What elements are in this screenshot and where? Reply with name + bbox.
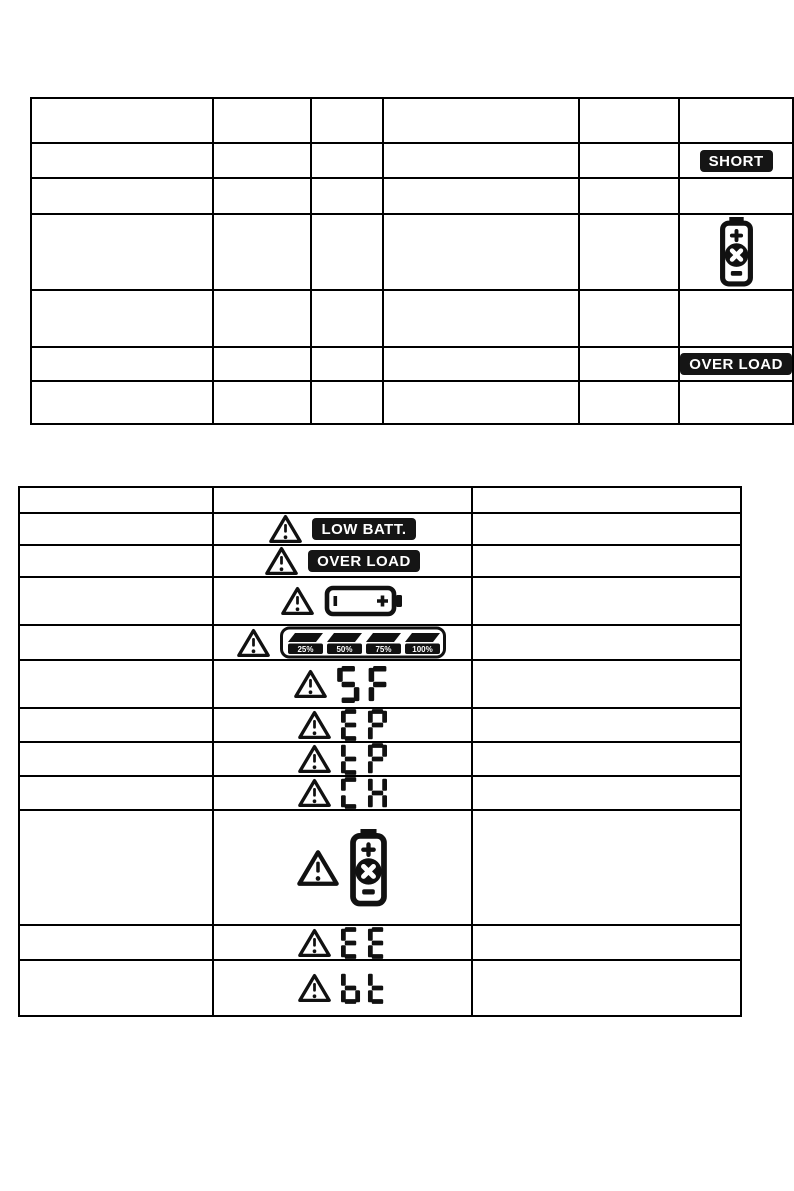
table-cell [213, 290, 311, 347]
table-cell [472, 810, 741, 925]
symbol-reference-table [30, 97, 794, 425]
table-row [19, 742, 741, 776]
table-cell [19, 513, 213, 545]
table-cell [213, 660, 472, 708]
table-cell [311, 98, 383, 143]
table-cell [679, 381, 793, 424]
svg-text:25%: 25% [297, 645, 314, 654]
dead-battery-icon [349, 829, 388, 907]
table-cell [19, 925, 213, 960]
table-row [31, 347, 793, 381]
table-cell [31, 98, 213, 143]
lcd-code [337, 666, 391, 703]
table-row [31, 143, 793, 178]
table-row [19, 925, 741, 960]
table-cell [31, 143, 213, 178]
table-cell [19, 776, 213, 810]
table-cell [679, 290, 793, 347]
table-cell [213, 960, 472, 1016]
table-cell [19, 960, 213, 1016]
table-cell [311, 381, 383, 424]
table-cell [213, 708, 472, 742]
battery-capacity-gauge-icon [280, 626, 448, 659]
lcd-code [341, 972, 387, 1004]
table-cell [472, 545, 741, 577]
table-cell [383, 178, 579, 214]
table-cell [19, 810, 213, 925]
table-cell [213, 577, 472, 625]
dead-battery-icon [719, 217, 754, 287]
table-cell [213, 625, 472, 660]
table-cell [679, 178, 793, 214]
table-cell [31, 347, 213, 381]
svg-text:100%: 100% [412, 645, 433, 654]
table-cell [311, 143, 383, 178]
table-cell [31, 178, 213, 214]
table-row [19, 810, 741, 925]
table-cell [383, 290, 579, 347]
table-cell [213, 347, 311, 381]
table-cell [213, 178, 311, 214]
svg-text:75%: 75% [375, 645, 392, 654]
table-row [19, 545, 741, 577]
table-row [31, 214, 793, 290]
table-cell [213, 214, 311, 290]
table-cell [579, 214, 679, 290]
warning-triangle-icon [297, 849, 339, 887]
table-row [31, 381, 793, 424]
table-cell [679, 347, 793, 381]
table-row [19, 577, 741, 625]
table-cell [679, 214, 793, 290]
warning-triangle-icon [298, 928, 331, 958]
warning-triangle-icon [298, 778, 331, 808]
table-cell [679, 98, 793, 143]
table-cell [19, 742, 213, 776]
warning-triangle-icon [294, 669, 327, 699]
table-cell [213, 776, 472, 810]
table-cell [213, 98, 311, 143]
table-cell [579, 347, 679, 381]
warning-triangle-icon [265, 546, 298, 576]
table-cell [19, 487, 213, 513]
table-cell [383, 143, 579, 178]
display-messages-table [18, 486, 742, 1017]
table-row [31, 98, 793, 143]
table-row [19, 776, 741, 810]
table-cell [383, 98, 579, 143]
table-cell [213, 810, 472, 925]
table-row [19, 708, 741, 742]
table-cell [19, 708, 213, 742]
table-row [31, 290, 793, 347]
table-cell [472, 513, 741, 545]
table-row [19, 625, 741, 660]
table-cell [383, 214, 579, 290]
table-cell [472, 960, 741, 1016]
table-cell [472, 625, 741, 660]
table-cell [311, 214, 383, 290]
table-cell [472, 577, 741, 625]
short-badge: SHORT [700, 150, 773, 172]
table-row [31, 178, 793, 214]
table-cell [311, 178, 383, 214]
table-row [19, 960, 741, 1016]
table-row [19, 660, 741, 708]
svg-text:50%: 50% [336, 645, 353, 654]
table-cell [472, 925, 741, 960]
table-cell [311, 347, 383, 381]
table-cell [213, 487, 472, 513]
warning-triangle-icon [298, 744, 331, 774]
lcd-code [341, 927, 387, 959]
table-cell [311, 290, 383, 347]
warning-triangle-icon [269, 514, 302, 544]
table-cell [383, 347, 579, 381]
warning-triangle-icon [298, 710, 331, 740]
table-cell [19, 545, 213, 577]
table-cell [383, 381, 579, 424]
table-row [19, 513, 741, 545]
table-cell [213, 381, 311, 424]
table-cell [31, 214, 213, 290]
warning-triangle-icon [237, 628, 270, 658]
warning-triangle-icon [281, 586, 314, 616]
table-cell [472, 708, 741, 742]
table-cell [579, 178, 679, 214]
table-cell [579, 290, 679, 347]
table-cell [472, 660, 741, 708]
table-cell [31, 290, 213, 347]
lcd-code [341, 743, 387, 775]
table-cell [19, 625, 213, 660]
table-cell [213, 143, 311, 178]
table-cell [213, 925, 472, 960]
table-row [19, 487, 741, 513]
lcd-code [341, 709, 387, 741]
table-cell [579, 381, 679, 424]
table-cell [472, 776, 741, 810]
table-cell [213, 742, 472, 776]
lcd-code [341, 777, 387, 809]
table-cell [19, 577, 213, 625]
table-cell [472, 742, 741, 776]
table-cell [213, 513, 472, 545]
overload-badge: OVER LOAD [680, 353, 792, 375]
table-cell [472, 487, 741, 513]
table-cell [579, 143, 679, 178]
table-cell [679, 143, 793, 178]
battery-outline-icon [324, 583, 404, 619]
overload-badge: OVER LOAD [308, 550, 420, 572]
warning-triangle-icon [298, 973, 331, 1003]
low-batt-badge: LOW BATT. [312, 518, 415, 540]
table-cell [213, 545, 472, 577]
table-cell [19, 660, 213, 708]
table-cell [31, 381, 213, 424]
table-cell [579, 98, 679, 143]
